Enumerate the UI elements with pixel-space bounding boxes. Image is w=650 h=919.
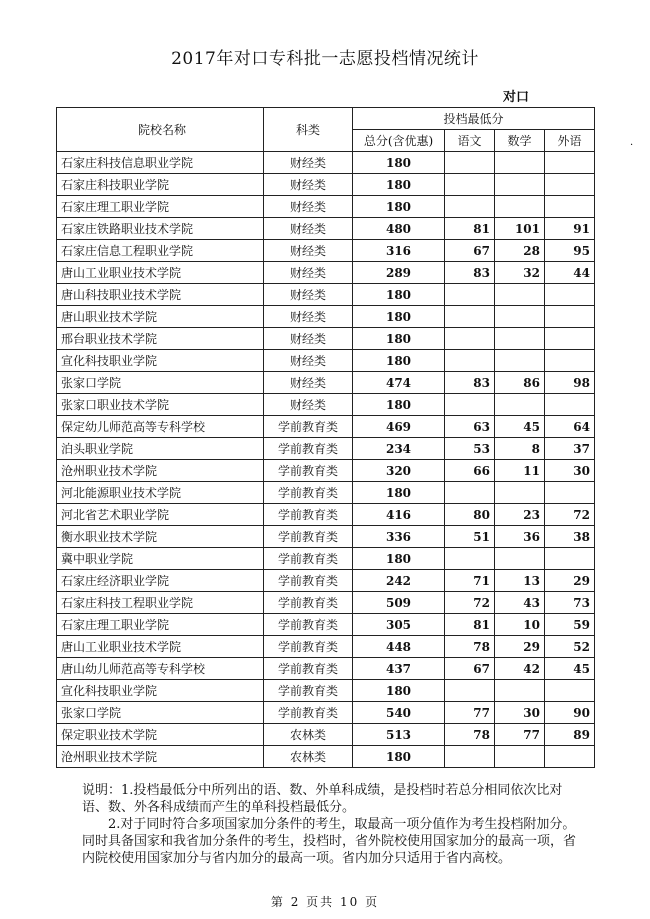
table-row <box>57 240 595 262</box>
cell-math <box>495 350 545 372</box>
cell-math <box>495 306 545 328</box>
page-title: 2017年对口专科批一志愿投档情况统计 <box>171 49 479 69</box>
cell-school: 泊头职业学院 <box>57 438 264 460</box>
cell-category: 学前教育类 <box>264 636 353 658</box>
cell-category: 学前教育类 <box>264 504 353 526</box>
cell-chinese <box>445 394 495 416</box>
table-row <box>57 174 595 196</box>
cell-chinese: 80 <box>445 504 495 526</box>
cell-school: 唐山工业职业技术学院 <box>57 636 264 658</box>
cell-english: 90 <box>545 702 595 724</box>
cell-english: 64 <box>545 416 595 438</box>
cell-english: 52 <box>545 636 595 658</box>
cell-english <box>545 284 595 306</box>
cell-school: 宣化科技职业学院 <box>57 350 264 372</box>
table-row <box>57 196 595 218</box>
header-min-score: 投档最低分 <box>353 108 595 130</box>
cell-chinese <box>445 482 495 504</box>
cell-category: 财经类 <box>264 350 353 372</box>
notes <box>82 782 582 867</box>
cell-total: 180 <box>353 548 445 570</box>
cell-school: 沧州职业技术学院 <box>57 746 264 768</box>
cell-english <box>545 350 595 372</box>
cell-school: 石家庄科技工程职业学院 <box>57 592 264 614</box>
cell-english <box>545 394 595 416</box>
table-row <box>57 702 595 724</box>
cell-total: 180 <box>353 152 445 174</box>
cell-school: 石家庄科技信息职业学院 <box>57 152 264 174</box>
page-footer: 第 2 页共 10 页 <box>270 895 380 909</box>
cell-school: 石家庄理工职业学院 <box>57 614 264 636</box>
cell-english <box>545 680 595 702</box>
cell-chinese: 63 <box>445 416 495 438</box>
cell-chinese <box>445 680 495 702</box>
table-row <box>57 262 595 284</box>
cell-math: 43 <box>495 592 545 614</box>
cell-math: 29 <box>495 636 545 658</box>
cell-total: 416 <box>353 504 445 526</box>
cell-category: 农林类 <box>264 746 353 768</box>
page-subtitle: 对口 <box>503 90 530 105</box>
cell-math <box>495 152 545 174</box>
cell-school: 石家庄经济职业学院 <box>57 570 264 592</box>
cell-total: 234 <box>353 438 445 460</box>
cell-math <box>495 548 545 570</box>
cell-chinese <box>445 306 495 328</box>
header-chinese: 语文 <box>445 130 495 152</box>
cell-english: 44 <box>545 262 595 284</box>
cell-category: 学前教育类 <box>264 438 353 460</box>
cell-school: 唐山幼儿师范高等专科学校 <box>57 658 264 680</box>
cell-math: 13 <box>495 570 545 592</box>
cell-english: 91 <box>545 218 595 240</box>
header-school: 院校名称 <box>57 108 264 152</box>
cell-total: 316 <box>353 240 445 262</box>
header-math: 数学 <box>495 130 545 152</box>
cell-english <box>545 174 595 196</box>
cell-school: 张家口职业技术学院 <box>57 394 264 416</box>
cell-chinese: 78 <box>445 724 495 746</box>
table-row <box>57 460 595 482</box>
cell-math: 86 <box>495 372 545 394</box>
cell-total: 180 <box>353 350 445 372</box>
cell-total: 180 <box>353 394 445 416</box>
cell-chinese <box>445 350 495 372</box>
cell-total: 180 <box>353 328 445 350</box>
cell-total: 180 <box>353 746 445 768</box>
cell-english: 98 <box>545 372 595 394</box>
cell-total: 480 <box>353 218 445 240</box>
cell-total: 320 <box>353 460 445 482</box>
cell-english: 37 <box>545 438 595 460</box>
cell-total: 180 <box>353 174 445 196</box>
table-row <box>57 724 595 746</box>
cell-total: 540 <box>353 702 445 724</box>
table-row <box>57 746 595 768</box>
cell-category: 学前教育类 <box>264 482 353 504</box>
cell-math <box>495 196 545 218</box>
cell-math: 42 <box>495 658 545 680</box>
cell-category: 学前教育类 <box>264 658 353 680</box>
cell-category: 财经类 <box>264 284 353 306</box>
cell-school: 石家庄理工职业学院 <box>57 196 264 218</box>
table-row <box>57 504 595 526</box>
table-row <box>57 152 595 174</box>
cell-english <box>545 328 595 350</box>
table-row <box>57 680 595 702</box>
cell-school: 石家庄铁路职业技术学院 <box>57 218 264 240</box>
cell-total: 289 <box>353 262 445 284</box>
cell-chinese: 77 <box>445 702 495 724</box>
cell-english <box>545 482 595 504</box>
cell-english: 29 <box>545 570 595 592</box>
cell-school: 张家口学院 <box>57 372 264 394</box>
cell-total: 180 <box>353 284 445 306</box>
cell-school: 唐山科技职业技术学院 <box>57 284 264 306</box>
cell-chinese: 78 <box>445 636 495 658</box>
table-row <box>57 482 595 504</box>
cell-school: 保定幼儿师范高等专科学校 <box>57 416 264 438</box>
table-row <box>57 636 595 658</box>
cell-chinese <box>445 152 495 174</box>
cell-english <box>545 548 595 570</box>
cell-chinese: 66 <box>445 460 495 482</box>
cell-math: 36 <box>495 526 545 548</box>
cell-school: 衡水职业技术学院 <box>57 526 264 548</box>
cell-school: 邢台职业技术学院 <box>57 328 264 350</box>
cell-total: 474 <box>353 372 445 394</box>
cell-total: 336 <box>353 526 445 548</box>
header-english: 外语 <box>545 130 595 152</box>
cell-total: 180 <box>353 482 445 504</box>
cell-chinese: 53 <box>445 438 495 460</box>
cell-category: 学前教育类 <box>264 416 353 438</box>
cell-chinese: 81 <box>445 218 495 240</box>
cell-english <box>545 746 595 768</box>
cell-math: 30 <box>495 702 545 724</box>
note-2: 2.对于同时符合多项国家加分条件的考生，取最高一项分值作为考生投档附加分。同时具备国家和我省加分条件的考生，投档时，省外院校使用国家加分的最高一项，省内院校使用国家加分与省内加分的最高一项。省内加分只适用于省内高校。 <box>82 817 577 866</box>
cell-school: 沧州职业技术学院 <box>57 460 264 482</box>
cell-chinese <box>445 328 495 350</box>
cell-math: 77 <box>495 724 545 746</box>
cell-category: 学前教育类 <box>264 460 353 482</box>
margin-mark: · <box>630 140 634 151</box>
cell-school: 河北省艺术职业学院 <box>57 504 264 526</box>
cell-chinese: 67 <box>445 240 495 262</box>
table-row <box>57 306 595 328</box>
cell-english: 95 <box>545 240 595 262</box>
cell-category: 财经类 <box>264 152 353 174</box>
table-row <box>57 372 595 394</box>
cell-category: 财经类 <box>264 196 353 218</box>
cell-total: 437 <box>353 658 445 680</box>
cell-category: 学前教育类 <box>264 614 353 636</box>
cell-math: 45 <box>495 416 545 438</box>
cell-chinese: 72 <box>445 592 495 614</box>
cell-chinese: 81 <box>445 614 495 636</box>
cell-english: 45 <box>545 658 595 680</box>
table-row <box>57 394 595 416</box>
cell-math <box>495 746 545 768</box>
table-body <box>57 152 595 768</box>
cell-math: 11 <box>495 460 545 482</box>
cell-category: 财经类 <box>264 328 353 350</box>
cell-total: 448 <box>353 636 445 658</box>
cell-total: 242 <box>353 570 445 592</box>
cell-category: 财经类 <box>264 240 353 262</box>
cell-school: 张家口学院 <box>57 702 264 724</box>
cell-school: 河北能源职业技术学院 <box>57 482 264 504</box>
cell-english: 38 <box>545 526 595 548</box>
cell-school: 石家庄信息工程职业学院 <box>57 240 264 262</box>
cell-math <box>495 482 545 504</box>
cell-math: 10 <box>495 614 545 636</box>
table-row <box>57 526 595 548</box>
cell-english <box>545 306 595 328</box>
cell-total: 180 <box>353 196 445 218</box>
cell-chinese: 51 <box>445 526 495 548</box>
cell-school: 石家庄科技职业学院 <box>57 174 264 196</box>
table-row <box>57 614 595 636</box>
cell-school: 唐山职业技术学院 <box>57 306 264 328</box>
cell-chinese: 83 <box>445 372 495 394</box>
cell-total: 513 <box>353 724 445 746</box>
cell-school: 冀中职业学院 <box>57 548 264 570</box>
cell-total: 469 <box>353 416 445 438</box>
cell-total: 180 <box>353 680 445 702</box>
header-category: 科类 <box>264 108 353 152</box>
cell-category: 学前教育类 <box>264 548 353 570</box>
cell-english: 59 <box>545 614 595 636</box>
cell-english: 89 <box>545 724 595 746</box>
cell-category: 学前教育类 <box>264 526 353 548</box>
table-row <box>57 218 595 240</box>
cell-category: 财经类 <box>264 174 353 196</box>
table-row <box>57 592 595 614</box>
cell-total: 180 <box>353 306 445 328</box>
cell-total: 509 <box>353 592 445 614</box>
note-1: 说明：1.投档最低分中所列出的语、数、外单科成绩，是投档时若总分相同依次比对语、数、外各科成绩而产生的单科投档最低分。 <box>82 783 563 815</box>
cell-chinese: 71 <box>445 570 495 592</box>
cell-chinese <box>445 548 495 570</box>
header-total: 总分(含优惠) <box>353 130 445 152</box>
table-row <box>57 438 595 460</box>
cell-chinese <box>445 746 495 768</box>
cell-math <box>495 680 545 702</box>
cell-school: 保定职业技术学院 <box>57 724 264 746</box>
cell-chinese: 83 <box>445 262 495 284</box>
table-row <box>57 658 595 680</box>
cell-math: 32 <box>495 262 545 284</box>
cell-math <box>495 284 545 306</box>
cell-math: 8 <box>495 438 545 460</box>
admission-table <box>56 107 595 768</box>
cell-category: 学前教育类 <box>264 702 353 724</box>
cell-total: 305 <box>353 614 445 636</box>
cell-category: 学前教育类 <box>264 592 353 614</box>
cell-math: 101 <box>495 218 545 240</box>
cell-math <box>495 174 545 196</box>
cell-category: 学前教育类 <box>264 570 353 592</box>
cell-chinese <box>445 284 495 306</box>
cell-math <box>495 394 545 416</box>
cell-school: 唐山工业职业技术学院 <box>57 262 264 284</box>
cell-english: 72 <box>545 504 595 526</box>
cell-english <box>545 196 595 218</box>
table-row <box>57 328 595 350</box>
cell-chinese <box>445 174 495 196</box>
cell-category: 财经类 <box>264 306 353 328</box>
table-row <box>57 350 595 372</box>
table-row <box>57 284 595 306</box>
cell-english: 30 <box>545 460 595 482</box>
cell-chinese: 67 <box>445 658 495 680</box>
cell-math: 23 <box>495 504 545 526</box>
cell-math: 28 <box>495 240 545 262</box>
cell-school: 宣化科技职业学院 <box>57 680 264 702</box>
cell-chinese <box>445 196 495 218</box>
table-row <box>57 570 595 592</box>
table-row <box>57 548 595 570</box>
cell-category: 财经类 <box>264 394 353 416</box>
cell-english <box>545 152 595 174</box>
cell-category: 财经类 <box>264 372 353 394</box>
cell-category: 财经类 <box>264 262 353 284</box>
cell-math <box>495 328 545 350</box>
cell-category: 财经类 <box>264 218 353 240</box>
cell-category: 学前教育类 <box>264 680 353 702</box>
cell-category: 农林类 <box>264 724 353 746</box>
table-row <box>57 416 595 438</box>
cell-english: 73 <box>545 592 595 614</box>
